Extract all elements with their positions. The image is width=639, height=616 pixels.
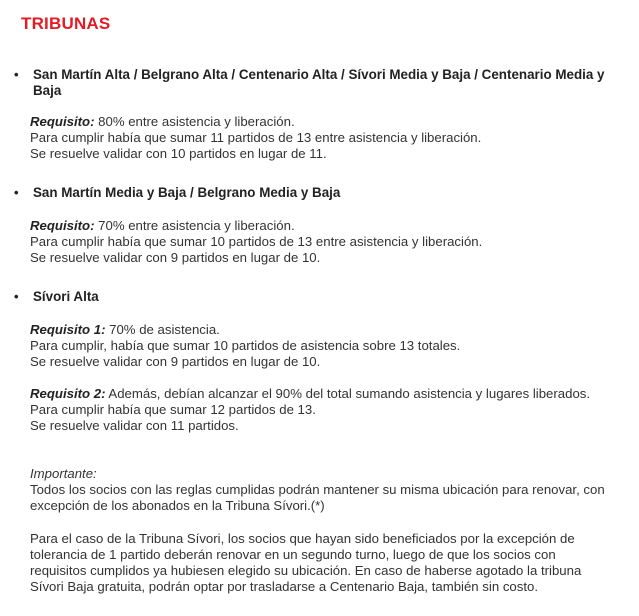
- requirement-label: Requisito:: [30, 114, 95, 129]
- important-label: Importante:: [30, 466, 97, 481]
- section-title: San Martín Media y Baja / Belgrano Media y Baja: [33, 185, 341, 200]
- requirement-resolution: Se resuelve validar con 10 partidos en lugar de 11.: [30, 146, 327, 161]
- requirement-line: [30, 114, 620, 130]
- requirement-line: [30, 322, 620, 338]
- requirement-text: 70% entre asistencia y liberación.: [94, 218, 295, 233]
- requirement-text: Además, debían alcanzar el 90% del total sumando asistencia y lugares liberados.: [105, 386, 591, 401]
- section-heading-1: [14, 67, 624, 99]
- requirement-2-block: [30, 386, 600, 434]
- important-note: [30, 466, 610, 514]
- bullet: •: [14, 67, 19, 82]
- requirement-resolution: Se resuelve validar con 9 partidos en lugar de 10.: [30, 354, 321, 369]
- section-heading-3: [14, 289, 624, 305]
- requirement-detail: Para cumplir había que sumar 11 partidos de 13 entre asistencia y liberación.: [30, 130, 482, 145]
- final-paragraph: Para el caso de la Tribuna Sívori, los socios que hayan sido beneficiados por la excepción de tolerancia de 1 partido deberán renovar en un segundo turno, luego de que los socios con requisitos cumplidos ya hubiesen elegido su ubicación. En caso de haberse agotado la tribuna Sívori Baja gratuita, podrán optar por trasladarse a Centenario Baja, también sin costo.: [30, 531, 582, 594]
- section-body-1: [30, 114, 620, 162]
- requirement-resolution: Se resuelve validar con 11 partidos.: [30, 418, 239, 433]
- section-heading-2: [14, 185, 624, 201]
- requirement-label: Requisito 1:: [30, 322, 106, 337]
- bullet: •: [14, 289, 19, 304]
- important-text: Todos los socios con las reglas cumplidas podrán mantener su misma ubicación para renovar, con excepción de los abonados en la Tribuna Sívori.(*): [30, 482, 605, 513]
- requirement-line: [30, 218, 620, 234]
- bullet: •: [14, 185, 19, 200]
- page-title: TRIBUNAS: [21, 14, 111, 33]
- requirement-resolution: Se resuelve validar con 9 partidos en lugar de 10.: [30, 250, 321, 265]
- section-title: San Martín Alta / Belgrano Alta / Centenario Alta / Sívori Media y Baja / Centenario Media y Baja: [33, 67, 605, 98]
- requirement-text: 80% entre asistencia y liberación.: [94, 114, 295, 129]
- section-body-2: [30, 218, 620, 266]
- requirement-line: [30, 386, 600, 402]
- section-title: Sívori Alta: [33, 289, 99, 304]
- requirement-label: Requisito:: [30, 218, 95, 233]
- requirement-1-block: [30, 322, 620, 370]
- sivori-exception-paragraph: [30, 531, 610, 595]
- requirement-label: Requisito 2:: [30, 386, 106, 401]
- requirement-detail: Para cumplir había que sumar 12 partidos de 13.: [30, 402, 316, 417]
- requirement-detail: Para cumplir, había que sumar 10 partidos de asistencia sobre 13 totales.: [30, 338, 461, 353]
- requirement-detail: Para cumplir había que sumar 10 partidos de 13 entre asistencia y liberación.: [30, 234, 483, 249]
- requirement-text: 70% de asistencia.: [105, 322, 220, 337]
